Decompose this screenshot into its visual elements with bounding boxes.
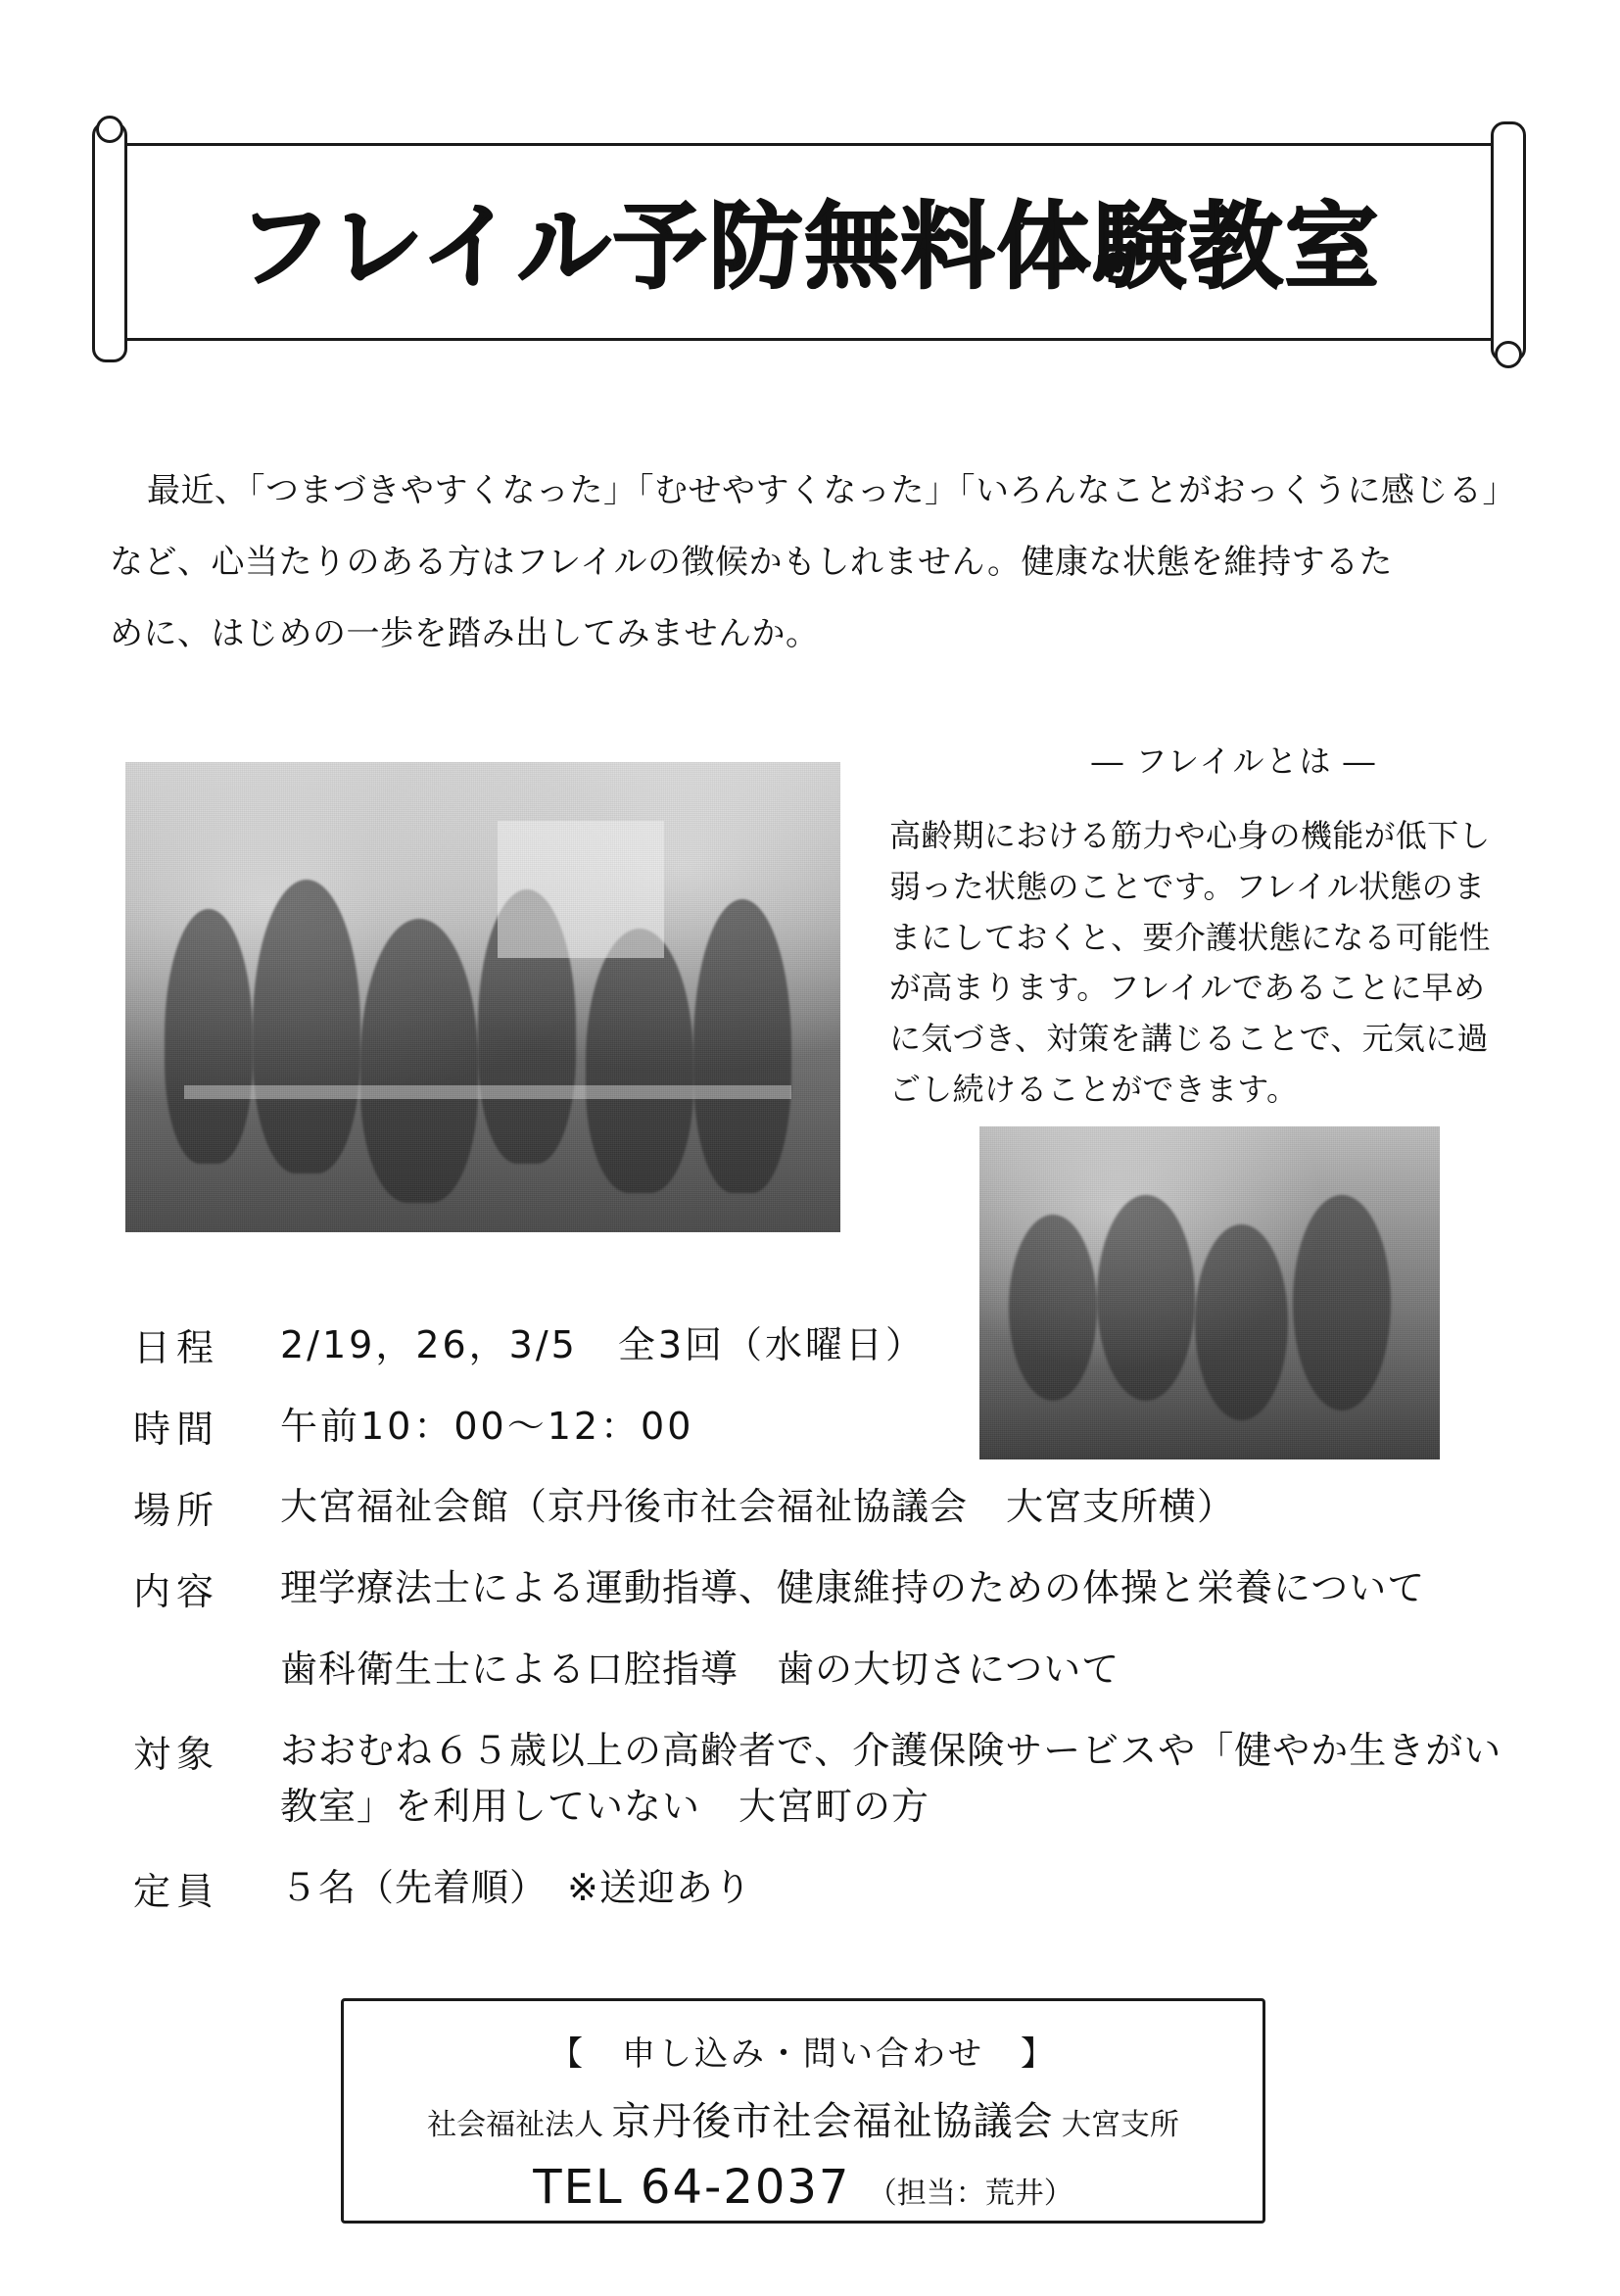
detail-row-time bbox=[133, 1399, 1504, 1455]
contact-org-suffix: 大宮支所 bbox=[1061, 2109, 1179, 2141]
contact-telephone[interactable] bbox=[344, 2160, 1263, 2215]
detail-row-place bbox=[133, 1480, 1504, 1536]
banner-curl-top-left bbox=[96, 116, 123, 143]
detail-value-place: 大宮福祉会館（京丹後市社会福祉協議会 大宮支所横） bbox=[280, 1487, 1236, 1528]
detail-value-content-sub: 歯科衛生士による口腔指導 歯の大切さについて bbox=[280, 1650, 1120, 1691]
photo-exercise-class bbox=[125, 762, 840, 1232]
contact-org-name: 京丹後市社会福祉協議会 bbox=[611, 2100, 1054, 2143]
contact-title: 【 申し込み・問い合わせ 】 bbox=[549, 2035, 1057, 2073]
frail-description: 高齢期における筋力や心身の機能が低下し弱った状態のことです。フレイル状態のままにしておくと、要介護状態になる可能性が高まります。フレイルであることに早めに気づき、対策を講じることで、元気に過ごし続けることができます。 bbox=[889, 818, 1491, 1108]
frail-heading: ― フレイルとは ― bbox=[1091, 743, 1377, 779]
detail-row-content bbox=[133, 1561, 1504, 1698]
detail-value-target: おおむね６５歳以上の高齢者で、介護保険サービスや「健やか生きがい教室」を利用していない 大宮町の方 bbox=[280, 1731, 1502, 1828]
intro-line-1: 最近、「つまづきやすくなった」「むせやすくなった」「いろんなことがおっくうに感じる」 bbox=[147, 472, 1516, 509]
contact-organization bbox=[344, 2090, 1263, 2146]
detail-value-time: 午前10：00～12：00 bbox=[280, 1405, 694, 1448]
banner-roll-right bbox=[1491, 121, 1526, 362]
banner-roll-left bbox=[92, 121, 127, 362]
detail-row-target bbox=[133, 1724, 1504, 1836]
contact-org-prefix: 社会福祉法人 bbox=[427, 2109, 604, 2141]
page-title: フレイル予防無料体験教室 bbox=[237, 191, 1381, 302]
detail-label-place: 場所 bbox=[133, 1491, 220, 1532]
banner-curl-bottom-right bbox=[1495, 341, 1522, 368]
detail-label-target: 対象 bbox=[133, 1735, 220, 1776]
detail-row-capacity bbox=[133, 1861, 1504, 1917]
detail-value-content bbox=[280, 1561, 1504, 1698]
contact-box bbox=[341, 1998, 1265, 2224]
intro-line-3: めに、はじめの一歩を踏み出してみませんか。 bbox=[110, 614, 820, 652]
detail-row-date bbox=[133, 1317, 1504, 1373]
detail-label-time: 時間 bbox=[133, 1410, 220, 1451]
title-banner bbox=[84, 116, 1534, 368]
intro-paragraph bbox=[110, 460, 1516, 675]
detail-value-capacity: ５名（先着順） ※送迎あり bbox=[280, 1868, 752, 1909]
detail-label-capacity: 定員 bbox=[133, 1872, 220, 1913]
contact-tel-number: TEL 64-2037 bbox=[533, 2160, 851, 2215]
detail-label-content: 内容 bbox=[133, 1572, 220, 1613]
details-list bbox=[133, 1317, 1504, 1942]
detail-value-content-main: 理学療法士による運動指導、健康維持のための体操と栄養について bbox=[280, 1568, 1426, 1609]
contact-tel-note: （担当：荒井） bbox=[867, 2176, 1073, 2211]
detail-value-date: 2/19，26，3/5 全3回（水曜日） bbox=[280, 1323, 927, 1366]
intro-line-2: など、心当たりのある方はフレイルの徴候かもしれません。健康な状態を維持するた bbox=[110, 543, 1393, 581]
detail-label-date: 日程 bbox=[133, 1328, 220, 1369]
